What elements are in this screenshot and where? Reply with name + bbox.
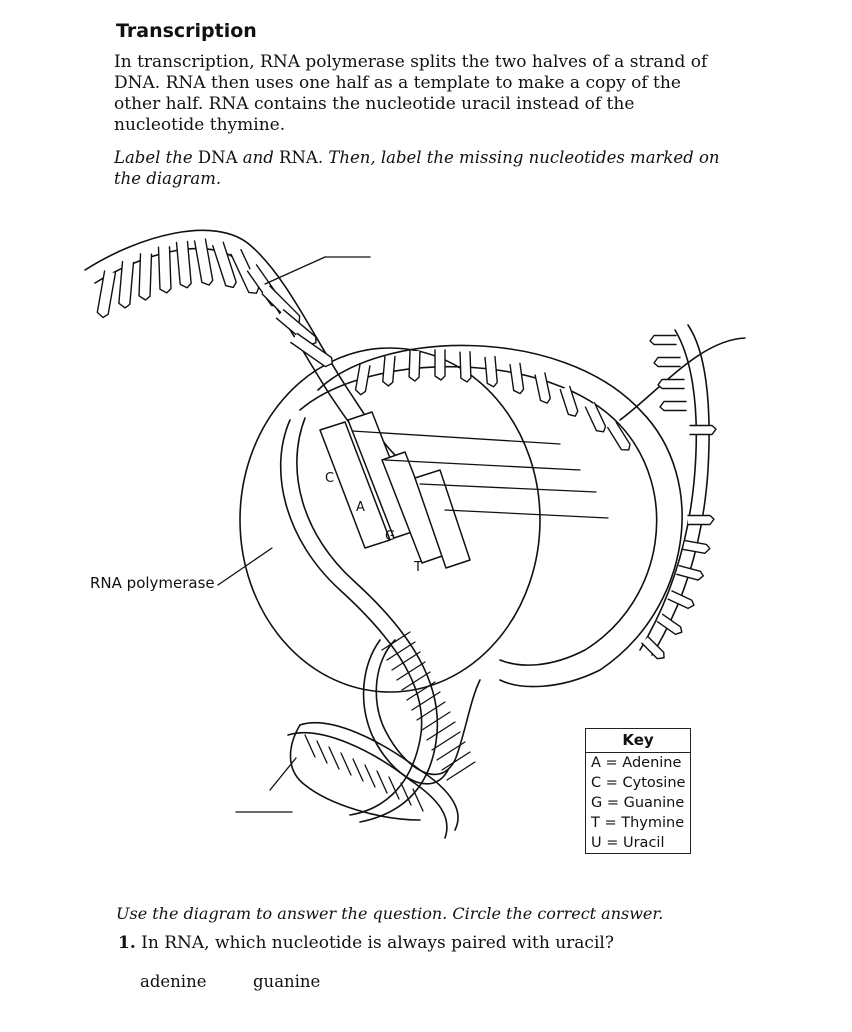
nucleotide-label-g: G [385,529,396,544]
dna-rung [341,753,351,775]
intro-paragraph: In transcription, RNA polymerase splits the two halves of a strand of DNA. RNA then uses one half as a template to make a copy of the other half. RNA contains the nucleotide uracil instead of the nucleotide thymine. [114,52,708,135]
rna-base [608,422,630,450]
dna-base [660,402,686,411]
dna-upper-bases [97,239,332,367]
rna-base [435,350,445,380]
nucleotide-key [585,728,691,854]
dna-base [654,358,680,367]
answer-choice-adenine[interactable]: adenine [140,972,207,991]
dna-rung [413,789,423,811]
nucleotide-label-c: C [325,471,335,486]
rna-base [460,352,471,382]
section-title: Transcription [116,20,257,42]
rna-base [485,357,497,387]
dna-base [159,247,171,293]
instruction-dna: DNA [197,148,238,167]
dna-rung [317,741,327,763]
question-instruction: Use the diagram to answer the question. Circle the correct answer. [116,904,664,923]
key-entry-adenine: A = Adenine [591,755,682,771]
dna-base [658,380,684,389]
key-entry-cytosine: C = Cytosine [591,775,686,791]
dna-rung [377,771,387,793]
rna-base [383,356,395,386]
dna-base [657,614,681,634]
key-entry-guanine: G = Guanine [591,795,685,811]
key-title: Key [586,729,690,753]
key-entry-uracil: U = Uracil [591,835,665,851]
dna-base [683,541,710,554]
dna-rung [365,765,375,787]
question-number: 1. [118,933,136,953]
instruction-part1: Label the [114,148,198,167]
instruction-rna: RNA [279,148,318,167]
key-entry-thymine: T = Thymine [591,815,685,831]
rna-polymerase-label: RNA polymerase [90,574,215,592]
question-text: In RNA, which nucleotide is always paired with uracil? [141,933,614,953]
dna-base [213,242,236,287]
question-1 [118,933,614,953]
dna-base [668,591,694,608]
dna-base [688,516,714,525]
nucleotide-label-a: A [356,500,365,515]
instruction-part5: . Then, label the missing nucleotides marked on the diagram. [114,148,720,188]
dna-rung [353,759,363,781]
instruction-part3: and [237,148,280,167]
dna-base [139,254,151,300]
nucleotide-label-t: T [414,560,422,575]
dna-rung [329,747,339,769]
dna-base [650,336,676,345]
answer-choice-guanine[interactable]: guanine [253,972,321,991]
dna-base [195,239,213,285]
rna-base [560,386,578,416]
rna-base [535,373,550,403]
dna-base [97,271,115,317]
dna-base [690,426,716,435]
rna-base [585,403,605,432]
rna-base [510,363,524,393]
dna-rung [305,735,315,757]
rna-base [409,351,420,381]
